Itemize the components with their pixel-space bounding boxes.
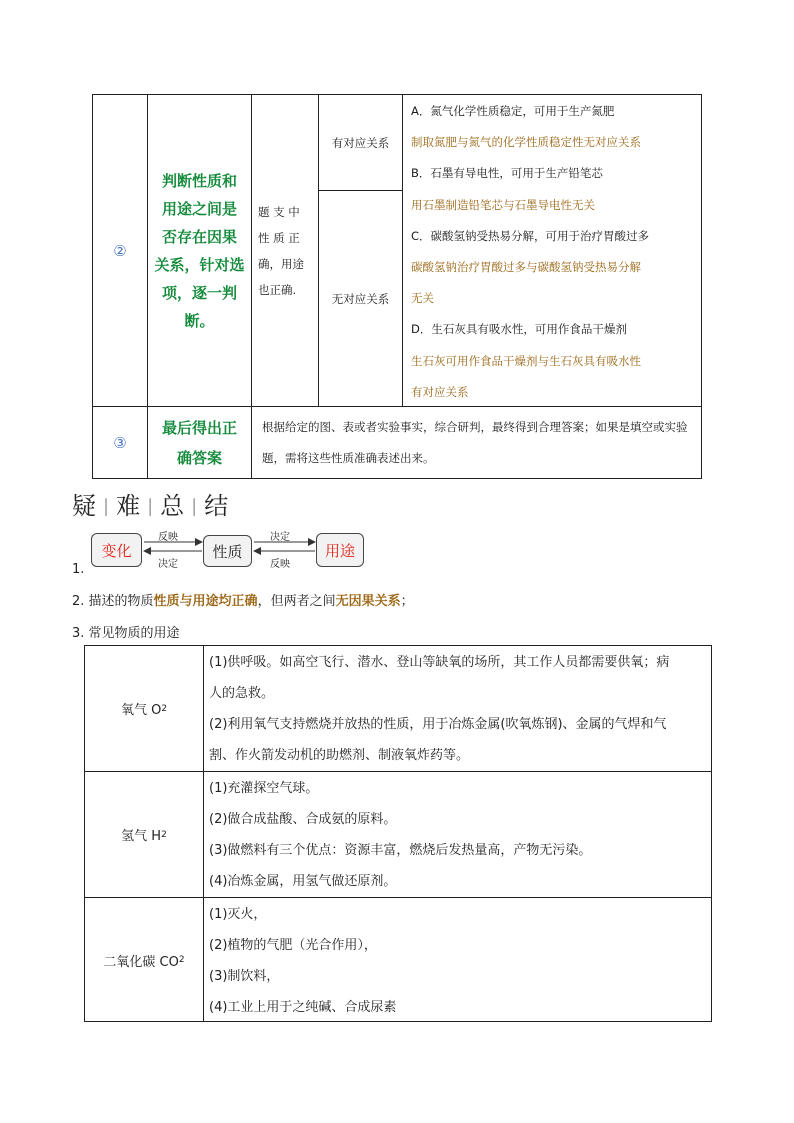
heading-char: 总 <box>160 492 186 520</box>
item-2 <box>72 590 414 609</box>
heading-char: 疑 <box>72 492 97 520</box>
use-line: (2)植物的气肥（光合作用）， <box>209 938 377 953</box>
use-line: (3)做燃料有三个优点：资源丰富，燃烧后发热量高，产物无污染。 <box>209 843 592 858</box>
relation-no-label: 无对应关系 <box>331 291 390 306</box>
option-line: A．氮气化学性质稳定，可用于生产氮肥 <box>411 104 615 118</box>
option-analysis-line: 生石灰可用作食品干燥剂与生石灰具有吸水性 <box>411 353 641 368</box>
arrow-label: 决定 <box>158 559 178 570</box>
step-line: 否存在因果 <box>161 227 237 246</box>
step-line: 最后得出正 <box>161 419 237 437</box>
use-line: (1)充灌探空气球。 <box>209 781 319 796</box>
change-box: 变化 <box>91 533 142 567</box>
arrow-label: 决定 <box>270 532 290 543</box>
use-box: 用途 <box>316 533 364 567</box>
option-analysis-line: 制取氮肥与氮气的化学性质稳定性无对应关系 <box>411 135 641 150</box>
substance-name <box>85 898 203 1022</box>
substance-uses <box>204 772 712 897</box>
analysis-table <box>92 94 702 479</box>
use-line: 人的急救。 <box>209 686 275 701</box>
step-explanation <box>252 407 702 479</box>
use-line: (2)利用氧气支持燃烧并放热的性质，用于冶炼金属(吹氧炼钢)、金属的气焊和气 <box>209 717 667 732</box>
text: ； <box>400 594 414 609</box>
step-line: 确答案 <box>176 449 222 467</box>
note-line: 也正确. <box>258 282 297 297</box>
heading-char: 难 <box>116 492 142 520</box>
condition-note <box>252 95 318 406</box>
arrow-label: 反映 <box>158 532 178 543</box>
item-3: 3. 常见物质的用途 <box>72 626 180 641</box>
property-box: 性质 <box>203 535 252 567</box>
substance-uses <box>204 646 712 771</box>
substance-uses <box>204 898 712 1022</box>
heading-char: 结 <box>204 492 230 520</box>
substance-label: 氢气 H <box>121 829 162 844</box>
step-line: 用途之间是 <box>161 199 237 218</box>
heading-separator: | <box>147 496 155 517</box>
option-analysis-line: 有对应关系 <box>411 384 469 399</box>
substance-label: 二氧化碳 CO <box>103 954 179 970</box>
item-number: 1. <box>72 562 85 577</box>
note-line: 题 支 中 <box>258 204 300 219</box>
note-line: 性 质 正 <box>258 230 300 245</box>
option-analysis-line: 碳酸氢钠治疗胃酸过多与碳酸氢钠受热易分解 <box>411 260 641 275</box>
option-list <box>403 96 703 408</box>
substance-name <box>85 772 203 897</box>
option-line: C．碳酸氢钠受热易分解，可用于治疗胃酸过多 <box>411 228 650 243</box>
section-heading <box>72 486 229 521</box>
heading-separator: | <box>103 496 111 517</box>
step-description <box>148 95 251 406</box>
subscript: 2 <box>178 955 185 965</box>
use-line: (3)制饮料， <box>209 969 280 984</box>
use-line: 割、作火箭发动机的助燃剂、制液氧炸药等。 <box>209 748 470 763</box>
relation-yes-label: 有对应关系 <box>331 135 390 150</box>
step-line: 项，逐一判断。 <box>161 283 237 330</box>
subscript: 2 <box>161 703 168 714</box>
note-line: 确，用途 <box>258 256 304 271</box>
step-line: 判断性质和 <box>161 171 237 190</box>
arrow-label: 反映 <box>270 559 290 570</box>
option-analysis-line: 无关 <box>411 291 434 306</box>
step-number: ② <box>113 241 127 260</box>
option-line: B．石墨有导电性，可用于生产铅笔芯 <box>411 166 603 181</box>
step-explanation-text: 根据给定的图、表或者实验事实，综合研判，最终得到合理答案；如果是填空或实验题，需将这些性质准确表述出来。 <box>262 420 688 465</box>
use-line: (1)灭火， <box>209 907 267 922</box>
step-description <box>148 407 251 479</box>
option-analysis-line: 用石墨制造铅笔芯与石墨导电性无关 <box>411 197 595 212</box>
use-line: (2)做合成盐酸、合成氨的原料。 <box>209 812 397 827</box>
use-line: (1)供呼吸。如高空飞行、潜水、登山等缺氧的场所，其工作人员都需要供氧；病 <box>209 655 670 670</box>
option-line: D．生石灰具有吸水性，可用作食品干燥剂 <box>411 322 627 337</box>
step-number: ③ <box>113 434 127 452</box>
use-line: (4)工业上用于之纯碱、合成尿素 <box>209 1000 397 1015</box>
substance-name <box>85 646 203 771</box>
substance-label: 氧气 O <box>120 703 162 718</box>
subscript: 2 <box>161 829 167 840</box>
heading-separator: | <box>191 496 199 517</box>
highlight: 无因果关系 <box>335 594 401 609</box>
text: 2. 描述的物质 <box>72 594 154 609</box>
use-line: (4)冶炼金属，用氢气做还原剂。 <box>209 874 397 889</box>
step-line: 关系，针对选 <box>154 255 245 274</box>
text: ，但两者之间 <box>257 594 336 609</box>
highlight: 性质与用途均正确 <box>153 594 258 609</box>
substance-uses-table <box>84 645 712 1022</box>
